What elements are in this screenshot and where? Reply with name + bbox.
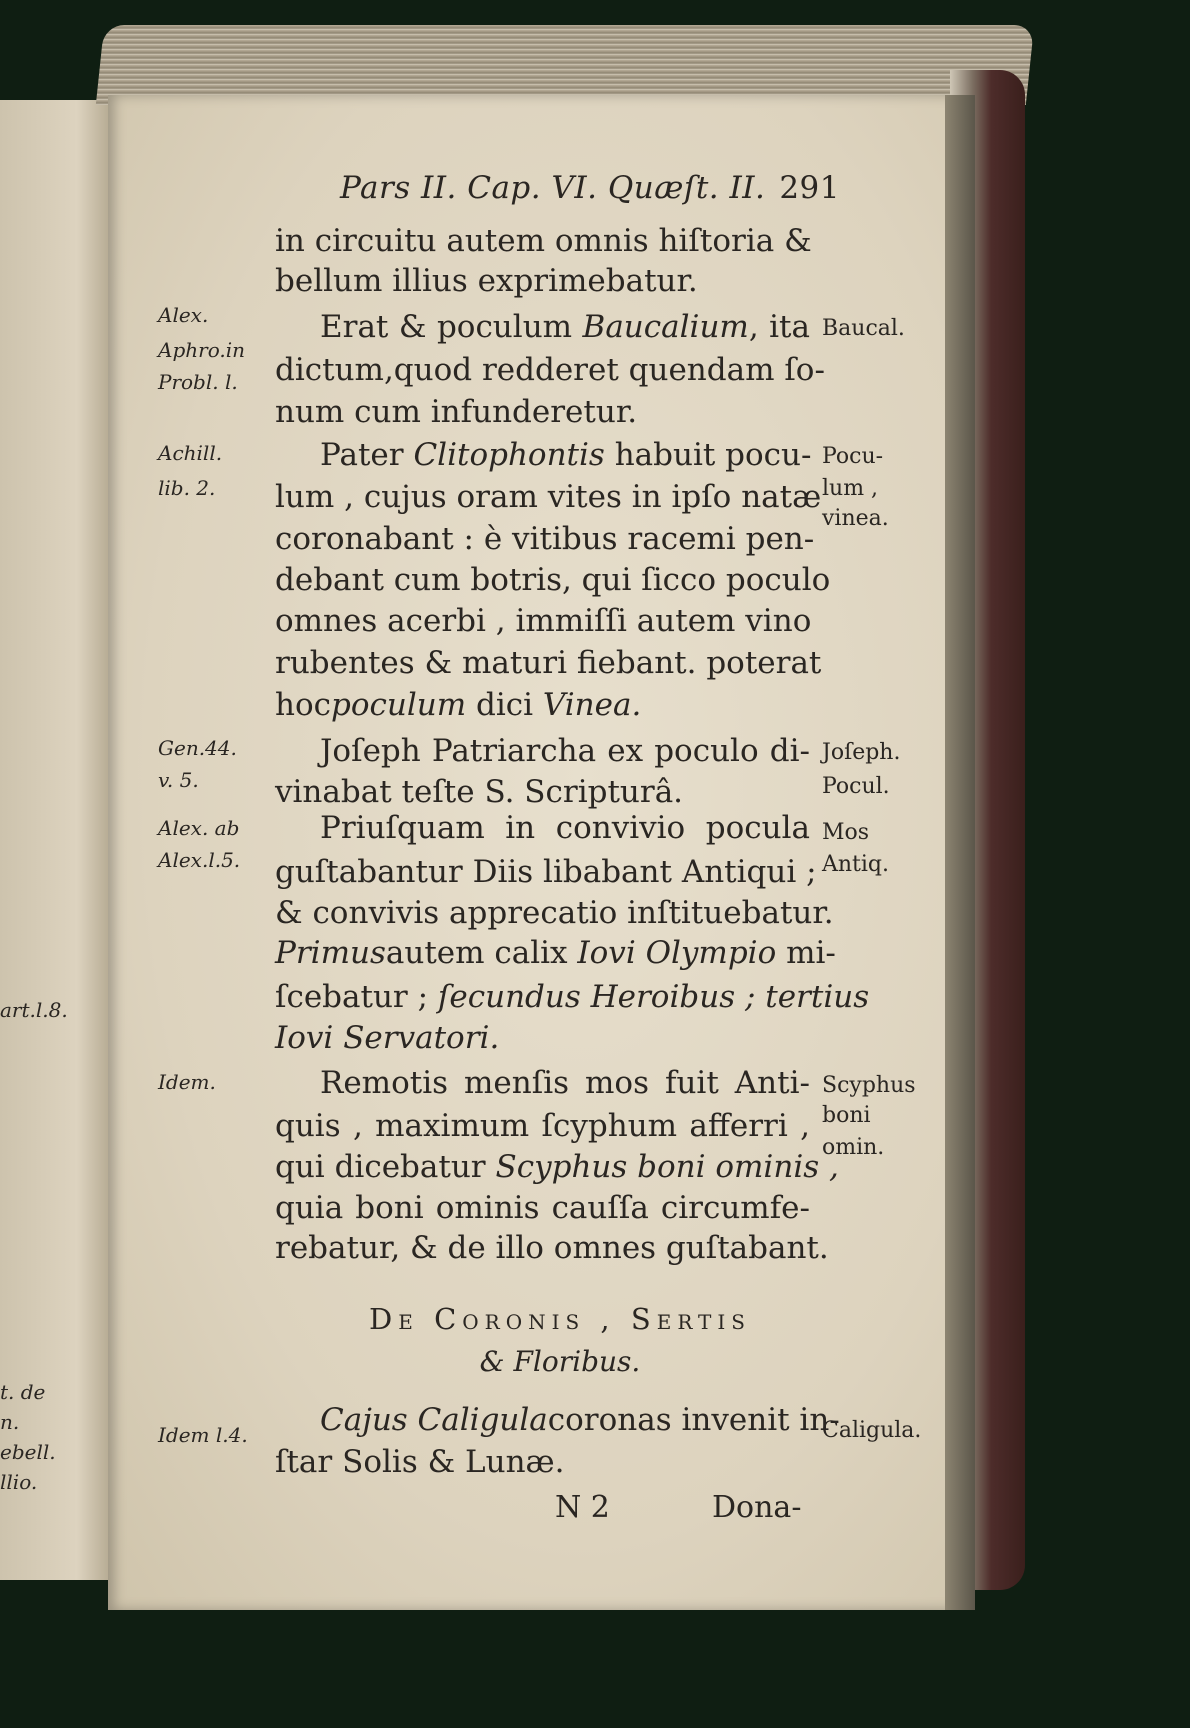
- margin-citation: Aphro.in: [158, 338, 246, 362]
- text-italic: Iovi Servatori.: [275, 1020, 500, 1056]
- text-line: [275, 1020, 500, 1056]
- text-line: [275, 979, 870, 1015]
- text-line: [275, 687, 642, 723]
- text-span: habuit pocu-: [614, 437, 812, 473]
- page-edges-top: [96, 25, 1034, 105]
- text-line: dictum,quod redderet quendam ſo-: [275, 352, 825, 388]
- signature-mark: N 2: [555, 1490, 610, 1525]
- margin-citation: Alex. ab: [158, 816, 240, 840]
- text-italic: Baucalium: [582, 309, 749, 345]
- text-line: bellum illius exprimebatur.: [275, 263, 698, 299]
- text-span: coronas invenit in-: [547, 1402, 840, 1438]
- margin-note: lum ,: [822, 476, 879, 501]
- text-italic: Clitophontis: [413, 437, 605, 473]
- text-italic: Vinea.: [542, 687, 642, 723]
- margin-note: Scyphus: [822, 1073, 916, 1098]
- text-span: autem calix: [385, 935, 568, 971]
- margin-citation: v. 5.: [158, 768, 199, 792]
- margin-note: vinea.: [822, 506, 889, 531]
- running-header: [340, 170, 840, 206]
- text-italic: poculum: [331, 687, 467, 723]
- left-page-fragment: n.: [0, 1410, 20, 1434]
- margin-citation: Probl. l.: [158, 370, 238, 394]
- text-line: quia boni ominis cauſſa circumfe-: [275, 1190, 810, 1226]
- margin-citation: lib. 2.: [158, 476, 216, 500]
- text-span: dici: [475, 687, 534, 723]
- text-italic: ſecundus Heroibus ; tertius: [437, 979, 870, 1015]
- section-subtitle: & Floribus.: [479, 1345, 641, 1378]
- margin-note: Joſeph.: [822, 740, 901, 765]
- margin-citation: Gen.44.: [158, 736, 237, 760]
- text-line: coronabant : è vitibus racemi pen-: [275, 521, 815, 557]
- text-line: vinabat teſte S. Scripturâ.: [275, 774, 684, 810]
- text-line: [320, 1402, 840, 1438]
- margin-citation: Alex.l.5.: [158, 848, 241, 872]
- margin-note: Caligula.: [822, 1418, 922, 1443]
- catchword: Dona-: [712, 1490, 802, 1525]
- text-line: [275, 935, 836, 971]
- margin-note: Mos: [822, 820, 870, 845]
- margin-note: omin.: [822, 1135, 885, 1160]
- text-line: lum , cujus oram vites in ipſo natæ: [275, 479, 822, 515]
- text-span: Erat & poculum: [320, 309, 573, 345]
- text-italic: Primus: [275, 935, 386, 971]
- text-line: Joſeph Patriarcha ex poculo di-: [320, 733, 810, 769]
- text-italic: Scyphus boni ominis ,: [495, 1149, 839, 1185]
- margin-citation: Idem.: [158, 1070, 216, 1094]
- text-span: , ita: [748, 309, 810, 345]
- text-line: [320, 309, 810, 345]
- margin-citation: Achill.: [158, 441, 223, 465]
- margin-citation: Idem l.4.: [158, 1423, 248, 1447]
- text-span: qui dicebatur: [275, 1149, 486, 1185]
- left-page-fragment: t. de: [0, 1380, 46, 1404]
- text-line: quis , maximum ſcyphum afferri ,: [275, 1108, 810, 1144]
- text-line: ſtar Solis & Lunæ.: [275, 1444, 565, 1480]
- text-line: omnes acerbi , immiſſi autem vino: [275, 603, 812, 639]
- section-title: De Coronis , Sertis: [369, 1302, 751, 1336]
- margin-note: Antiq.: [822, 852, 890, 877]
- text-line: [275, 1149, 839, 1185]
- text-italic: Cajus Caligula: [320, 1402, 548, 1438]
- left-page-fragment: ebell.: [0, 1440, 56, 1464]
- margin-note: boni: [822, 1103, 871, 1128]
- left-page-fragment: llio.: [0, 1470, 38, 1494]
- text-line: Priuſquam in convivio pocula: [320, 810, 810, 846]
- text-span: ſcebatur ;: [275, 979, 429, 1015]
- margin-citation: Alex.: [158, 303, 209, 327]
- margin-note: Pocu-: [822, 444, 884, 469]
- text-line: num cum infunderetur.: [275, 394, 638, 430]
- text-line: [320, 437, 812, 473]
- text-line: debant cum botris, qui ſicco poculo: [275, 562, 831, 598]
- text-span: Pater: [320, 437, 404, 473]
- text-span: hoc: [275, 687, 331, 723]
- text-line: & convivis apprecatio inſtituebatur.: [275, 895, 834, 931]
- text-line: guſtabantur Diis libabant Antiqui ;: [275, 854, 817, 890]
- left-page: [0, 100, 110, 1580]
- text-line: in circuitu autem omnis hiſtoria &: [275, 223, 812, 259]
- text-italic: Iovi Olympio: [577, 935, 777, 971]
- margin-note: Pocul.: [822, 774, 890, 799]
- page-number: 291: [779, 170, 840, 206]
- header-title: Pars II. Cap. VI. Quæſt. II.: [340, 170, 766, 206]
- margin-note: Baucal.: [822, 316, 905, 341]
- text-line: rubentes & maturi fiebant. poterat: [275, 645, 822, 681]
- text-span: mi-: [786, 935, 836, 971]
- left-page-fragment: art.l.8.: [0, 998, 68, 1022]
- text-line: rebatur, & de illo omnes guſtabant.: [275, 1230, 829, 1266]
- text-line: Remotis menſis mos fuit Anti-: [320, 1065, 810, 1101]
- page-edge-shadow: [945, 95, 975, 1610]
